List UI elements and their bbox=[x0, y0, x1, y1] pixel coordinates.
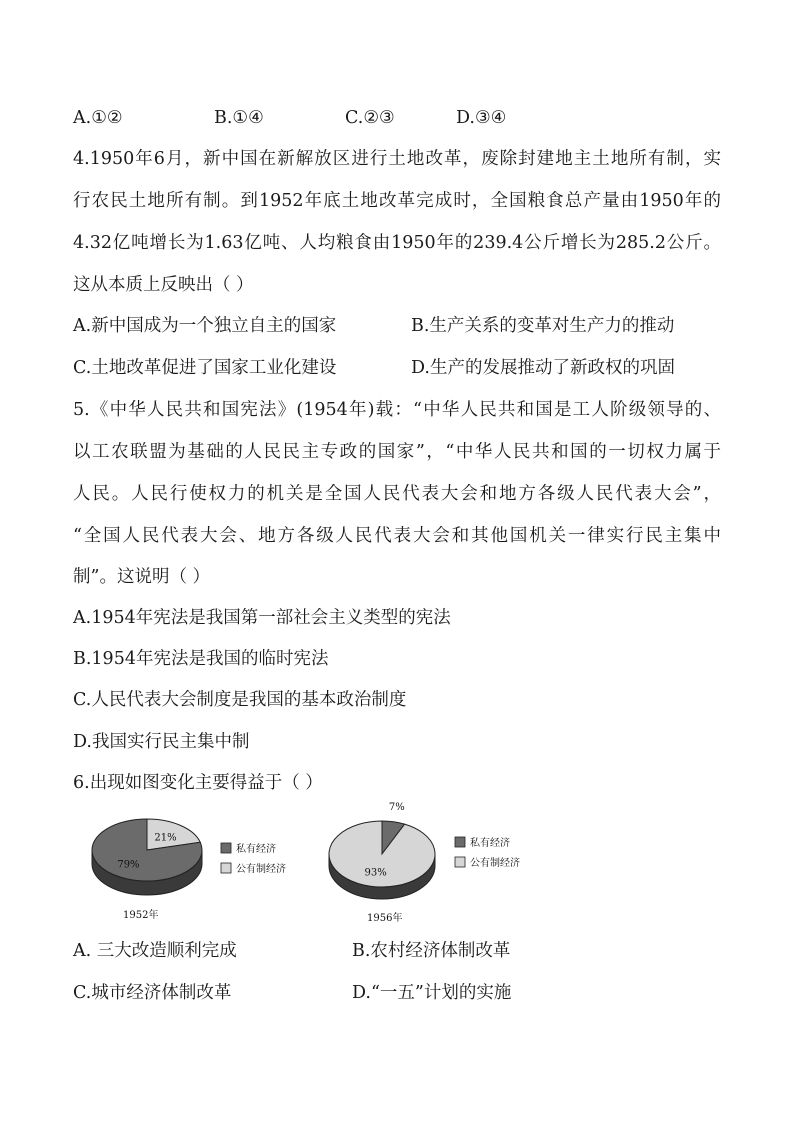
legend-swatch-1-1 bbox=[455, 857, 465, 867]
pie-chart-1 bbox=[329, 802, 520, 924]
q6-option-d: D.“一五”计划的实施 bbox=[352, 983, 512, 1003]
pie-title-1: 1956年 bbox=[367, 913, 403, 924]
q3-option-a: A.①② bbox=[73, 108, 123, 128]
legend-swatch-0-1 bbox=[221, 863, 231, 873]
q5-option-d: D.我国实行民主集中制 bbox=[73, 732, 250, 752]
q4-stem-line-1: 4.1950年6月，新中国在新解放区进行土地改革，废除封建地主土地所有制，实 bbox=[73, 149, 721, 169]
q5-stem-line-1: 5.《中华人民共和国宪法》(1954年)载：“中华人民共和国是工人阶级领导的、 bbox=[73, 400, 721, 420]
pie-label-0-1: 21% bbox=[154, 832, 177, 844]
legend-swatch-0-0 bbox=[221, 843, 231, 853]
pie-title-0: 1952年 bbox=[123, 910, 159, 921]
q6-option-c: C.城市经济体制改革 bbox=[73, 983, 232, 1003]
q6-option-a: A. 三大改造顺利完成 bbox=[73, 941, 237, 961]
legend-swatch-1-0 bbox=[455, 837, 465, 847]
q5-stem-line-5: 制”。这说明（ ） bbox=[73, 567, 211, 587]
pie-label-1-0: 7% bbox=[388, 802, 405, 814]
legend-label-0-1: 公有制经济 bbox=[236, 864, 286, 875]
pie-charts-figure bbox=[85, 802, 545, 928]
q3-option-c: C.②③ bbox=[345, 108, 395, 128]
q4-option-c: C.土地改革促进了国家工业化建设 bbox=[73, 358, 337, 378]
q4-stem-line-2: 行农民土地所有制。到1952年底土地改革完成时，全国粮食总产量由1950年的 bbox=[73, 191, 721, 211]
q5-stem-line-4: “全国人民代表大会、地方各级人民代表大会和其他国机关一律实行民主集中 bbox=[73, 526, 721, 546]
legend-label-1-0: 私有经济 bbox=[470, 838, 510, 849]
q4-stem-line-4: 这从本质上反映出（ ） bbox=[73, 275, 254, 295]
legend-label-0-0: 私有经济 bbox=[236, 844, 276, 855]
q3-option-b: B.①④ bbox=[214, 108, 264, 128]
q4-option-a: A.新中国成为一个独立自主的国家 bbox=[73, 316, 337, 336]
pie-chart-0 bbox=[92, 819, 286, 921]
q4-option-b: B.生产关系的变革对生产力的推动 bbox=[411, 316, 675, 336]
q6-stem: 6.出现如图变化主要得益于（ ） bbox=[73, 773, 323, 793]
q5-option-a: A.1954年宪法是我国第一部社会主义类型的宪法 bbox=[73, 608, 451, 628]
q5-stem-line-3: 人民。人民行使权力的机关是全国人民代表大会和地方各级人民代表大会”， bbox=[73, 484, 721, 504]
q4-option-d: D.生产的发展推动了新政权的巩固 bbox=[411, 358, 675, 378]
q3-option-d: D.③④ bbox=[456, 108, 507, 128]
legend-label-1-1: 公有制经济 bbox=[470, 858, 520, 869]
q5-stem-line-2: 以工农联盟为基础的人民民主专政的国家”，“中华人民共和国的一切权力属于 bbox=[73, 442, 721, 462]
q6-option-b: B.农村经济体制改革 bbox=[352, 941, 511, 961]
q5-option-b: B.1954年宪法是我国的临时宪法 bbox=[73, 649, 329, 669]
q5-option-c: C.人民代表大会制度是我国的基本政治制度 bbox=[73, 690, 407, 710]
pie-charts-svg bbox=[85, 802, 545, 928]
pie-label-1-1: 93% bbox=[364, 867, 387, 879]
pie-label-0-0: 79% bbox=[117, 859, 140, 871]
q4-stem-line-3: 4.32亿吨增长为1.63亿吨、人均粮食由1950年的239.4公斤增长为285.2公斤。 bbox=[73, 233, 721, 253]
